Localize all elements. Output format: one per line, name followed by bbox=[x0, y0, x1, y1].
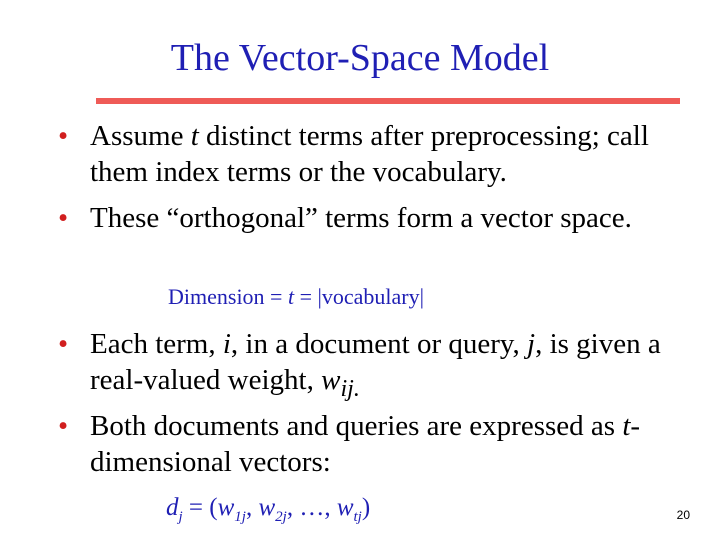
title-underline bbox=[96, 98, 680, 104]
slide-title: The Vector-Space Model bbox=[170, 37, 550, 79]
bullet-icon: • bbox=[58, 328, 69, 360]
bullet-icon: • bbox=[58, 120, 69, 152]
bullet-icon: • bbox=[58, 202, 69, 234]
bullet-text: Both documents and queries are expressed as t-dimensional vectors: bbox=[90, 410, 641, 478]
bullet-text: These “orthogonal” terms form a vector space. bbox=[90, 202, 632, 234]
page-number: 20 bbox=[676, 508, 690, 522]
bullet-text: Assume t distinct terms after preprocessing; call them index terms or the vocabulary. bbox=[90, 120, 649, 188]
bullet-icon: • bbox=[58, 410, 69, 442]
vector-formula: $d_j = (w_{1j}$, $w_{2j}$, …, $w_{tj}$) bbox=[166, 494, 371, 525]
dimension-line: Dimension = t = |vocabulary| bbox=[168, 284, 425, 309]
bullet-text: Each term, i, in a document or query, j, is given a real-valued weight, $w_{ij.}$ bbox=[90, 328, 661, 402]
